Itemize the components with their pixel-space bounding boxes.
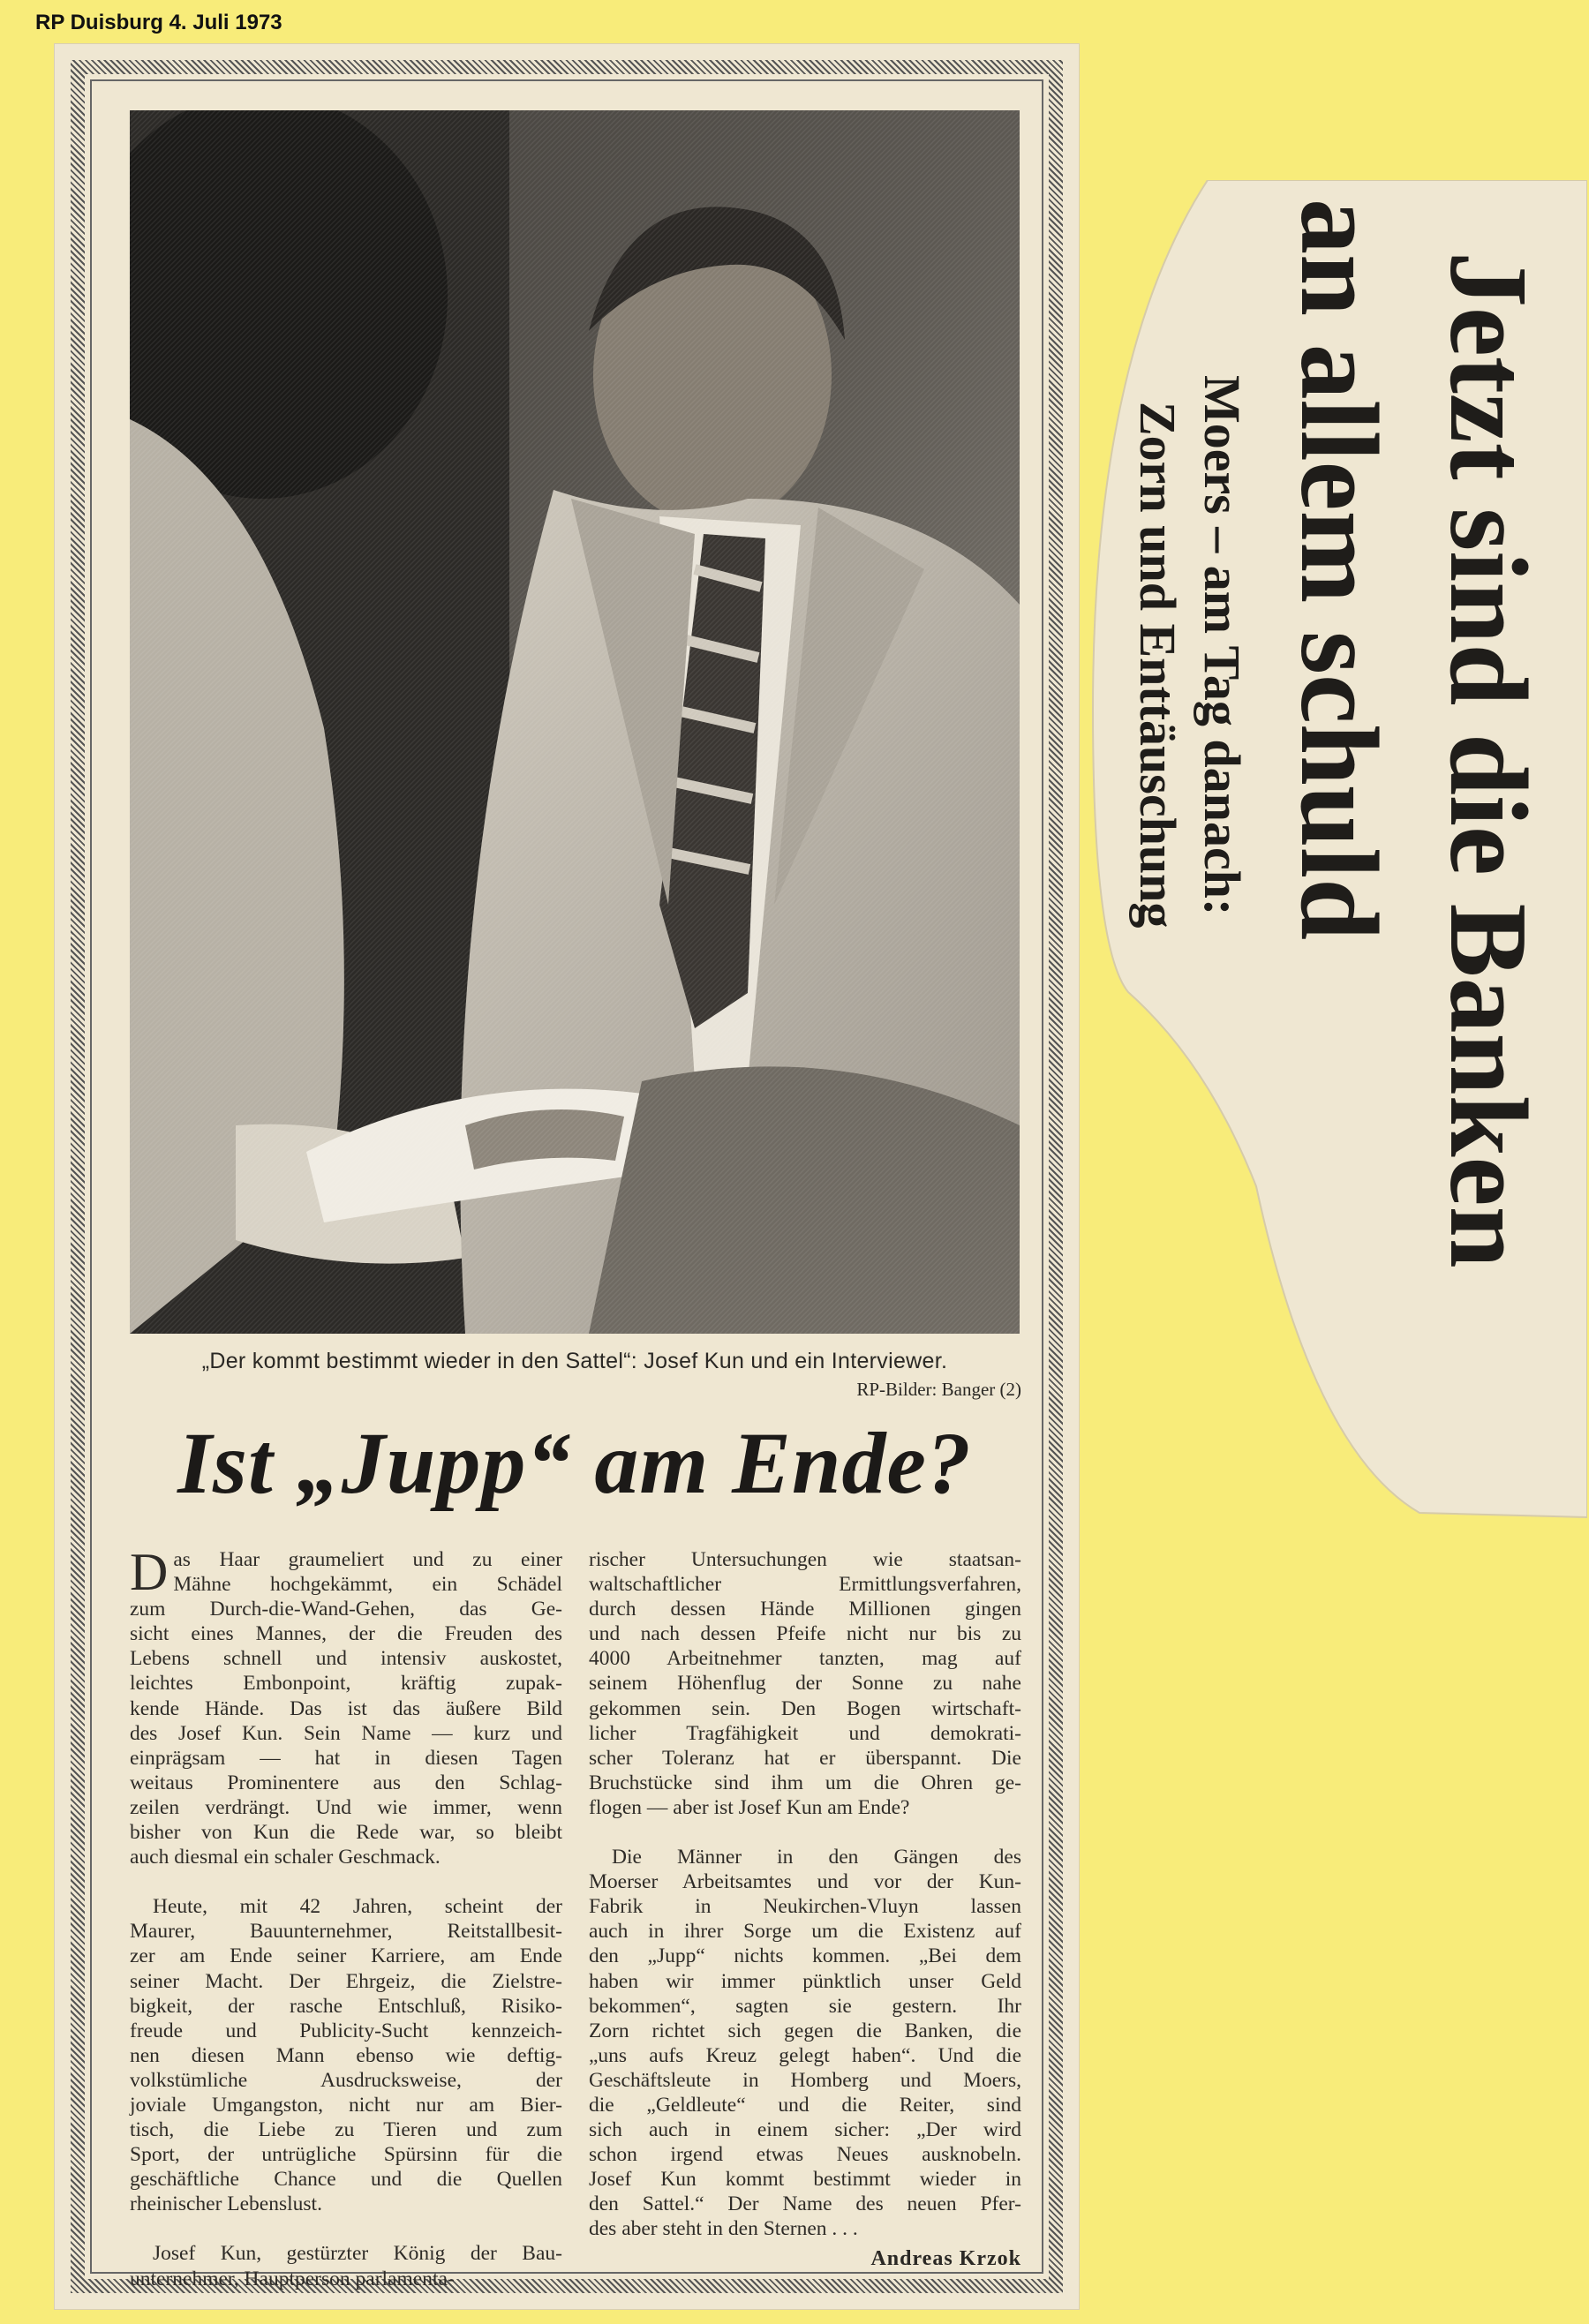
article-line: joviale Umgangston, nicht nur am Bier- [130, 2093, 562, 2117]
article-line: sich auch in einem sicher: „Der wird [589, 2118, 1021, 2142]
article-line: weitaus Prominentere aus den Schlag- [130, 1771, 562, 1794]
article-line: freude und Publicity-Sucht kennzeich- [130, 2019, 562, 2042]
side-subheadline-line2: Zorn und Enttäuschung [1129, 402, 1186, 929]
article-line: haben wir immer pünktlich unser Geld [589, 1969, 1021, 1993]
article-line: rischer Untersuchungen wie staatsan- [589, 1548, 1021, 1571]
article-line: die „Geldleute“ und die Reiter, sind [589, 2093, 1021, 2117]
article-line: unternehmer, Hauptperson parlamenta- [130, 2267, 455, 2290]
article-line: zum Durch-die-Wand-Gehen, das Ge- [130, 1598, 562, 1621]
article-line: Bruchstücke sind ihm um die Ohren ge- [589, 1771, 1021, 1794]
article-line: den „Jupp“ nichts kommen. „Bei dem [589, 1944, 1021, 1968]
article-line: volkstümliche Ausdrucksweise, der [130, 2068, 562, 2092]
source-label: RP Duisburg 4. Juli 1973 [35, 11, 282, 34]
article-photo [130, 110, 1020, 1334]
article-line: rheinischer Lebenslust. [130, 2192, 322, 2216]
article-line: flogen — aber ist Josef Kun am Ende? [589, 1795, 910, 1819]
article-line: den Sattel.“ Der Name des neuen Pfer- [589, 2192, 1021, 2216]
article-line: Sport, der untrügliche Spürsinn für die [130, 2143, 562, 2167]
article-line: auch in ihrer Sorge um die Existenz auf [589, 1920, 1021, 1944]
article-line: Heute, mit 42 Jahren, scheint der [153, 1895, 562, 1919]
article-line: schon irgend etwas Neues ausknobeln. [589, 2143, 1021, 2167]
side-headline-line1: Jetzt sind die Banken [1427, 252, 1549, 1268]
article-line: 4000 Arbeitnehmer tanzten, mag auf [589, 1647, 1021, 1671]
article-line: und nach dessen Pfeife nicht nur bis zu [589, 1622, 1021, 1646]
article-line: Die Männer in den Gängen des [612, 1846, 1021, 1869]
article-line: des aber steht in den Sternen . . . [589, 2217, 858, 2241]
paragraph-1 [130, 1543, 562, 1869]
article-line: Geschäftsleute in Homberg und Moers, [589, 2068, 1021, 2092]
article-line: bisher von Kun die Rede war, so bleibt [130, 1821, 562, 1845]
article-line: leichtes Embonpoint, kräftig zupak- [130, 1672, 562, 1696]
article-line: nen diesen Mann ebenso wie deftig- [130, 2043, 562, 2067]
article-line: Moerser Arbeitsamtes und vor der Kun- [589, 1870, 1021, 1894]
article-line: seiner Macht. Der Ehrgeiz, die Zielstre- [130, 1969, 562, 1993]
article-line: scher Toleranz hat er überspannt. Die [589, 1746, 1021, 1770]
article-column-left [130, 1543, 562, 2291]
paragraph-2 [130, 1894, 562, 2216]
article-line: Fabrik in Neukirchen-Vluyn lassen [589, 1895, 1021, 1919]
article-line: zer am Ende seiner Karriere, am Ende [130, 1944, 562, 1968]
article-line: Zorn richtet sich gegen die Banken, die [589, 2019, 1021, 2042]
photo-illustration [130, 110, 1020, 1334]
paragraph-4 [589, 1547, 1021, 1820]
photo-caption: „Der kommt bestimmt wieder in den Sattel“: Josef Kun und ein Interviewer. [201, 1349, 948, 1373]
article-line: „uns aufs Kreuz gelegt haben“. Und die [589, 2043, 1021, 2067]
article-line: Lebens schnell und intensiv auskostet, [130, 1647, 562, 1671]
article-line: einprägsam — hat in diesen Tagen [130, 1746, 562, 1770]
side-headline-line2: an allem schuld [1277, 199, 1400, 941]
article-line: Josef Kun kommt bestimmt wieder in [589, 2168, 1021, 2192]
article-line: kende Hände. Das ist das äußere Bild [130, 1696, 562, 1720]
article-line: tisch, die Liebe zu Tieren und zum [130, 2118, 562, 2142]
paragraph-5 [589, 1845, 1021, 2242]
article-line: Mähne hochgekämmt, ein Schädel [173, 1573, 562, 1597]
article-line: gekommen sein. Den Bogen wirtschaft- [589, 1696, 1021, 1720]
article-line: Maurer, Bauunternehmer, Reitstallbesit- [130, 1920, 562, 1944]
article-line: sicht eines Mannes, der die Freuden des [130, 1622, 562, 1646]
paragraph-3 [130, 2241, 562, 2290]
article-line: geschäftliche Chance und die Quellen [130, 2168, 562, 2192]
article-line: as Haar graumeliert und zu einer [173, 1548, 562, 1571]
article-line: seinem Höhenflug der Sonne zu nahe [589, 1672, 1021, 1696]
article-headline: Ist „Jupp“ am Ende? [177, 1414, 972, 1512]
article-line: bigkeit, der rasche Entschluß, Risiko- [130, 1994, 562, 2018]
side-subheadline-line1: Moers – am Tag danach: [1194, 375, 1251, 916]
article-line: licher Tragfähigkeit und demokrati- [589, 1721, 1021, 1745]
article-line: bekommen“, sagten sie gestern. Ihr [589, 1994, 1021, 2018]
photo-credit: RP-Bilder: Banger (2) [856, 1379, 1021, 1400]
article-line: Josef Kun, gestürzter König der Bau- [153, 2242, 562, 2266]
article-line: waltschaftlicher Ermittlungsverfahren, [589, 1573, 1021, 1597]
drop-cap: D [130, 1543, 169, 1601]
author-byline: Andreas Krzok [870, 2247, 1021, 2270]
article-line: zeilen verdrängt. Und wie immer, wenn [130, 1795, 562, 1819]
article-line: durch dessen Hände Millionen gingen [589, 1598, 1021, 1621]
article-line: auch diesmal ein schaler Geschmack. [130, 1846, 441, 1869]
article-line: des Josef Kun. Sein Name — kurz und [130, 1721, 562, 1745]
article-clipping [55, 44, 1079, 2309]
article-column-right [589, 1547, 1021, 2242]
